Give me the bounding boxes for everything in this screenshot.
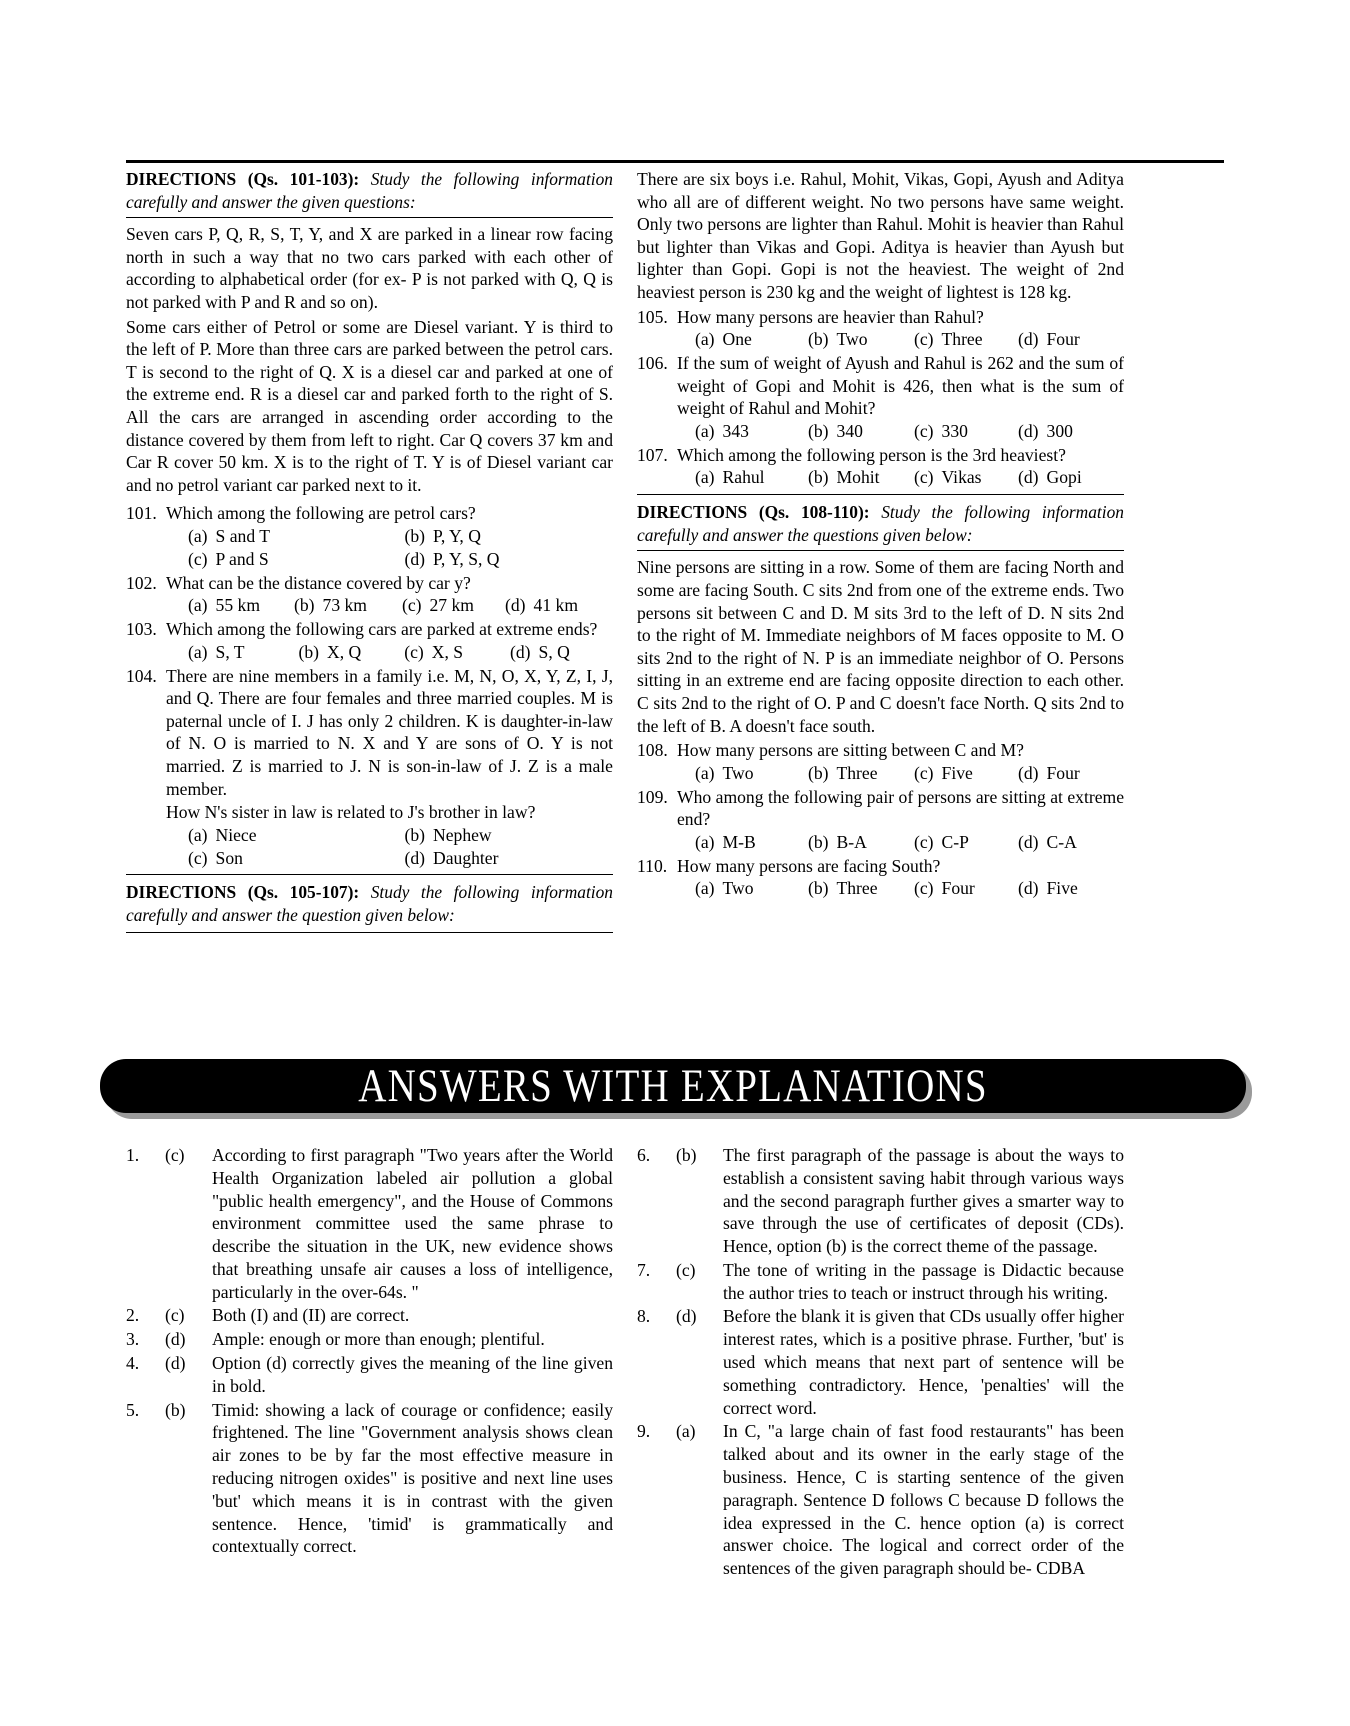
option-106-b[interactable] bbox=[808, 420, 914, 443]
option-109-d-value: C-A bbox=[1046, 831, 1077, 852]
option-110-b-value: Three bbox=[836, 878, 878, 899]
option-104-d[interactable] bbox=[397, 847, 614, 870]
question-103-options bbox=[126, 641, 613, 664]
answer-item bbox=[126, 1399, 613, 1558]
divider-rule-2 bbox=[126, 874, 613, 875]
answer-item bbox=[126, 1304, 613, 1327]
directions-101-103-label: DIRECTIONS (Qs. 101-103): bbox=[126, 169, 360, 189]
answer-letter: (b) bbox=[676, 1145, 697, 1165]
question-110-number: 110. bbox=[637, 855, 668, 876]
option-107-d-value: Gopi bbox=[1046, 467, 1082, 488]
question-105-text: How many persons are heavier than Rahul? bbox=[677, 306, 984, 327]
option-103-c[interactable] bbox=[404, 641, 510, 664]
question-104-text: There are nine members in a family i.e. M, N, O, X, Y, Z, I, J, and Q. There are four females and three married couples. M is paternal uncle of I. J has only 2 children. K is daughter-in-law of N. O is married to N. X and Y are sons of O. Y is not married. Z is married to J. N is son-in-law of J. Z is a male member. bbox=[166, 665, 613, 799]
answer-item bbox=[637, 1420, 1124, 1579]
option-109-b-label: (b) bbox=[808, 831, 829, 852]
question-105 bbox=[637, 306, 1124, 329]
answer-explanation: Timid: showing a lack of courage or confidence; easily frightened. The line "Government analysis shows clean air zones to be by far the most effective measure in reducing nitrogen oxides" is positive and next line uses 'but' which means it is in contrast with the given sentence. Hence, 'timid' is grammatically and contextually correct. bbox=[212, 1399, 613, 1557]
answer-letter: (d) bbox=[676, 1306, 697, 1327]
option-108-a[interactable] bbox=[677, 762, 808, 785]
answer-letter: (d) bbox=[165, 1329, 186, 1350]
option-101-b-label: (b) bbox=[404, 525, 426, 546]
passage-weights: There are six boys i.e. Rahul, Mohit, Vikas, Gopi, Ayush and Aditya who all are of different weight. No two persons have same weight. Only two persons are lighter than Rahul. Mohit is heavier than Rahul but lighter than Vikas and Gopi. Aditya is heavier than Ayush but lighter than Gopi. Gopi is not the heaviest. The weight of 2nd heaviest person is 230 kg and the weight of lightest is 128 kg. bbox=[637, 169, 1124, 302]
divider-rule-1 bbox=[126, 217, 613, 218]
option-105-c-value: Three bbox=[941, 329, 983, 350]
option-109-b-value: B-A bbox=[836, 831, 867, 852]
option-104-d-value: Daughter bbox=[433, 847, 499, 868]
option-108-b-label: (b) bbox=[808, 762, 829, 783]
answers-banner bbox=[100, 1059, 1252, 1117]
answer-number: 4. bbox=[126, 1353, 140, 1374]
directions-108-110 bbox=[637, 501, 1124, 546]
option-106-a[interactable] bbox=[677, 420, 808, 443]
option-106-c-value: 330 bbox=[941, 420, 968, 441]
option-104-c-label: (c) bbox=[188, 847, 208, 868]
divider-rule-5 bbox=[637, 550, 1124, 551]
option-101-a[interactable] bbox=[166, 525, 397, 548]
passage-cars-intro: Seven cars P, Q, R, S, T, Y, and X are parked in a linear row facing north in such a way that no two cars parked with each other of according to alphabetical order (for ex- P is not parked with Q, Q is not parked with P and R and so on). bbox=[126, 224, 613, 313]
option-104-a[interactable] bbox=[166, 824, 397, 847]
option-108-a-label: (a) bbox=[695, 762, 715, 783]
option-108-a-value: Two bbox=[722, 762, 754, 783]
question-110-text: How many persons are facing South? bbox=[677, 855, 941, 876]
question-109-options bbox=[637, 831, 1124, 854]
option-108-b[interactable] bbox=[808, 762, 914, 785]
answer-item bbox=[126, 1352, 613, 1398]
answer-number: 8. bbox=[637, 1306, 651, 1327]
option-102-a-value: 55 km bbox=[215, 595, 261, 616]
option-103-b-value: X, Q bbox=[326, 641, 362, 662]
option-101-d[interactable] bbox=[397, 548, 614, 571]
question-104-subtext-gutter bbox=[126, 801, 166, 824]
option-103-d[interactable] bbox=[510, 641, 613, 664]
option-104-d-label: (d) bbox=[404, 847, 426, 868]
divider-rule-3 bbox=[126, 932, 613, 933]
passage-seating: Nine persons are sitting in a row. Some of them are facing North and some are facing South. C sits 2nd from one of the extreme ends. Two persons sit between C and D. M sits 3rd to the left of D. N sits 2nd to the right of M. Immediate neighbors of M faces opposite to M. O sits 2nd to the right of N. P is an immediate neighbor of O. Persons sitting in an extreme end are facing opposite direction to each other. C sits 2nd to the right of O. P and C doesn't face North. Q sits 2nd to the left of B. A doesn't face south. bbox=[637, 557, 1124, 736]
directions-101-103-text: Study the following information carefully and answer the given questions: bbox=[126, 169, 613, 212]
option-102-c[interactable] bbox=[402, 594, 505, 617]
option-103-b-label: (b) bbox=[298, 641, 319, 662]
option-107-a-value: Rahul bbox=[722, 467, 765, 488]
answer-number: 2. bbox=[126, 1305, 140, 1326]
option-108-c-label: (c) bbox=[914, 762, 934, 783]
option-109-c[interactable] bbox=[914, 831, 1018, 854]
banner-pill bbox=[100, 1059, 1246, 1113]
divider-rule-4 bbox=[637, 494, 1124, 495]
question-107-number: 107. bbox=[637, 444, 668, 465]
option-108-c-value: Five bbox=[941, 762, 973, 783]
option-103-d-label: (d) bbox=[510, 641, 531, 662]
option-110-d-label: (d) bbox=[1018, 878, 1039, 899]
option-101-b-value: P, Y, Q bbox=[433, 525, 481, 546]
question-108-text: How many persons are sitting between C and M? bbox=[677, 740, 1024, 761]
answers-area bbox=[126, 1144, 1224, 1581]
option-103-a-value: S, T bbox=[215, 641, 245, 662]
option-106-b-value: 340 bbox=[836, 420, 863, 441]
question-103-number: 103. bbox=[126, 619, 157, 640]
answer-explanation: In C, "a large chain of fast food restaurants" has been talked about and its owner in the early stage of the business. Hence, C is starting sentence of the given paragraph. Sentence D follows C because D follows the idea expressed in the C. hence option (a) is correct answer choice. The logical and correct order of the sentences of the given paragraph should be- CDBA bbox=[723, 1421, 1124, 1579]
banner-title: ANSWERS WITH EXPLANATIONS bbox=[358, 1060, 988, 1112]
directions-105-107-text: Study the following information carefully and answer the question given below: bbox=[126, 882, 613, 926]
question-110-options bbox=[637, 877, 1124, 900]
answer-letter: (a) bbox=[676, 1421, 696, 1442]
passage-cars-details: Some cars either of Petrol or some are Diesel variant. Y is third to the left of P. More than three cars are parked between the petrol cars. T is second to the right of Q. X is a diesel car and parked at one of the extreme end. R is a diesel car and parked forth to the right of S. All the cars are arranged in ascending order according to the distance covered by them from left to right. Car Q covers 37 km and Car R cover 50 km. X is to the right of T. Y is of Diesel variant car and no petrol variant car parked next to it. bbox=[126, 316, 613, 495]
option-105-a-label: (a) bbox=[695, 329, 715, 350]
answer-letter: (b) bbox=[165, 1399, 186, 1420]
option-106-c[interactable] bbox=[914, 420, 1018, 443]
question-104-options-row-1 bbox=[126, 824, 613, 847]
question-103-text: Which among the following cars are parked at extreme ends? bbox=[166, 619, 598, 640]
question-104-subtext: How N's sister in law is related to J's brother in law? bbox=[166, 802, 536, 823]
question-109-number: 109. bbox=[637, 786, 668, 807]
question-101-options-row-2 bbox=[126, 548, 613, 571]
option-110-b-label: (b) bbox=[808, 878, 829, 899]
option-110-d[interactable] bbox=[1018, 877, 1118, 900]
question-108-number: 108. bbox=[637, 740, 668, 761]
option-105-b[interactable] bbox=[808, 328, 914, 351]
option-102-d-value: 41 km bbox=[533, 595, 579, 616]
option-102-c-value: 27 km bbox=[429, 595, 474, 616]
answer-number: 3. bbox=[126, 1329, 140, 1350]
answer-explanation: According to first paragraph "Two years after the World Health Organization labeled air pollution a global "public health emergency", and the House of Commons environment committee used the same phrase to describe the situation in the UK, new evidence shows that breathing unsafe air causes a loss of intelligence, particularly in the over-64s. " bbox=[212, 1145, 613, 1302]
option-102-b-label: (b) bbox=[294, 595, 315, 616]
option-106-b-label: (b) bbox=[808, 420, 829, 441]
question-101-text: Which among the following are petrol cars? bbox=[166, 503, 476, 524]
option-102-b-value: 73 km bbox=[322, 595, 367, 616]
option-110-b[interactable] bbox=[808, 877, 914, 900]
question-105-number: 105. bbox=[637, 306, 668, 327]
answer-number: 1. bbox=[126, 1145, 140, 1165]
answers-right-column bbox=[637, 1144, 1124, 1581]
answer-letter: (c) bbox=[165, 1145, 185, 1165]
option-110-d-value: Five bbox=[1046, 878, 1078, 899]
option-106-a-label: (a) bbox=[695, 420, 715, 441]
option-104-b-label: (b) bbox=[404, 824, 426, 845]
answer-letter: (d) bbox=[165, 1353, 186, 1374]
question-101 bbox=[126, 502, 613, 525]
answer-number: 6. bbox=[637, 1145, 651, 1165]
option-107-c-label: (c) bbox=[914, 467, 934, 488]
questions-right-column bbox=[637, 168, 1124, 900]
option-101-d-value: P, Y, S, Q bbox=[433, 548, 500, 569]
question-104-subtext-row bbox=[126, 801, 613, 824]
option-101-c-value: P and S bbox=[215, 548, 269, 569]
option-104-a-label: (a) bbox=[188, 824, 208, 845]
question-101-options-row-1 bbox=[126, 525, 613, 548]
question-106-options bbox=[637, 420, 1124, 443]
option-110-c-label: (c) bbox=[914, 878, 934, 899]
question-109 bbox=[637, 786, 1124, 831]
option-101-a-value: S and T bbox=[215, 525, 270, 546]
directions-101-103 bbox=[126, 168, 613, 213]
option-105-d-label: (d) bbox=[1018, 329, 1039, 350]
option-110-c-value: Four bbox=[941, 878, 975, 899]
option-105-a[interactable] bbox=[677, 328, 808, 351]
answer-letter: (c) bbox=[165, 1305, 185, 1326]
option-107-a-label: (a) bbox=[695, 467, 715, 488]
directions-108-110-text: Study the following information carefully and answer the questions given below: bbox=[637, 502, 1124, 545]
option-107-c[interactable] bbox=[914, 466, 1018, 489]
option-107-c-value: Vikas bbox=[941, 467, 982, 488]
directions-108-110-label: DIRECTIONS (Qs. 108-110): bbox=[637, 502, 870, 523]
option-101-a-label: (a) bbox=[188, 525, 208, 546]
option-110-a[interactable] bbox=[677, 877, 808, 900]
answer-number: 7. bbox=[637, 1259, 651, 1280]
option-105-d-value: Four bbox=[1046, 329, 1080, 350]
option-109-d-label: (d) bbox=[1018, 831, 1039, 852]
option-103-a[interactable] bbox=[166, 641, 298, 664]
answer-item bbox=[637, 1259, 1124, 1305]
question-106 bbox=[637, 352, 1124, 420]
option-105-d[interactable] bbox=[1018, 328, 1118, 351]
option-107-d-label: (d) bbox=[1018, 467, 1039, 488]
option-103-d-value: S, Q bbox=[538, 641, 570, 662]
answer-number: 5. bbox=[126, 1399, 140, 1420]
question-108 bbox=[637, 739, 1124, 762]
question-102-options bbox=[126, 594, 613, 617]
option-106-c-label: (c) bbox=[914, 420, 934, 441]
answers-left-column bbox=[126, 1144, 613, 1559]
option-107-b-value: Mohit bbox=[836, 467, 880, 488]
directions-105-107 bbox=[126, 881, 613, 926]
option-109-a-value: M-B bbox=[722, 831, 756, 852]
option-103-b[interactable] bbox=[298, 641, 404, 664]
option-102-d[interactable] bbox=[505, 594, 613, 617]
answer-explanation: Option (d) correctly gives the meaning of the line given in bold. bbox=[212, 1353, 613, 1396]
question-102 bbox=[126, 572, 613, 595]
question-107-options bbox=[637, 466, 1124, 489]
option-109-c-value: C-P bbox=[941, 831, 969, 852]
option-104-c-value: Son bbox=[215, 847, 243, 868]
option-110-a-label: (a) bbox=[695, 878, 715, 899]
option-108-d-label: (d) bbox=[1018, 762, 1039, 783]
option-107-d[interactable] bbox=[1018, 466, 1118, 489]
option-104-b-value: Nephew bbox=[433, 824, 492, 845]
question-104 bbox=[126, 665, 613, 801]
question-103 bbox=[126, 618, 613, 641]
question-107 bbox=[637, 444, 1124, 467]
question-105-options bbox=[637, 328, 1124, 351]
option-106-a-value: 343 bbox=[722, 420, 749, 441]
option-102-d-label: (d) bbox=[505, 595, 526, 616]
question-106-number: 106. bbox=[637, 353, 668, 374]
option-101-c-label: (c) bbox=[188, 548, 208, 569]
option-110-c[interactable] bbox=[914, 877, 1018, 900]
option-101-d-label: (d) bbox=[404, 548, 426, 569]
question-101-number: 101. bbox=[126, 503, 157, 524]
question-104-number: 104. bbox=[126, 665, 157, 686]
question-104-options-row-2 bbox=[126, 847, 613, 870]
option-103-c-label: (c) bbox=[404, 641, 424, 662]
answer-explanation: The tone of writing in the passage is Didactic because the author tries to teach or instruct through his writing. bbox=[723, 1259, 1124, 1303]
option-108-d-value: Four bbox=[1046, 762, 1080, 783]
answer-item bbox=[126, 1328, 613, 1351]
question-102-text: What can be the distance covered by car y? bbox=[166, 572, 471, 593]
option-105-c-label: (c) bbox=[914, 329, 934, 350]
option-109-b[interactable] bbox=[808, 831, 914, 854]
option-109-a-label: (a) bbox=[695, 831, 715, 852]
option-103-c-value: X, S bbox=[431, 641, 464, 662]
questions-area bbox=[126, 160, 1224, 939]
answer-explanation: Ample: enough or more than enough; plentiful. bbox=[212, 1329, 545, 1350]
option-104-b[interactable] bbox=[397, 824, 614, 847]
answer-explanation: Both (I) and (II) are correct. bbox=[212, 1305, 410, 1326]
answer-number: 9. bbox=[637, 1421, 651, 1442]
option-108-c[interactable] bbox=[914, 762, 1018, 785]
answer-item bbox=[126, 1144, 613, 1303]
directions-105-107-label: DIRECTIONS (Qs. 105-107): bbox=[126, 882, 360, 903]
question-106-text: If the sum of weight of Ayush and Rahul is 262 and the sum of weight of Gopi and Mohit is 426, then what is the sum of weight of Rahul and Mohit? bbox=[677, 353, 1124, 419]
option-109-c-label: (c) bbox=[914, 831, 934, 852]
question-109-text: Who among the following pair of persons are sitting at extreme end? bbox=[677, 786, 1124, 830]
option-107-b[interactable] bbox=[808, 466, 914, 489]
questions-left-column bbox=[126, 168, 613, 939]
top-rule bbox=[126, 160, 1224, 163]
option-110-a-value: Two bbox=[722, 878, 754, 899]
question-107-text: Which among the following person is the 3rd heaviest? bbox=[677, 444, 1066, 465]
option-108-d[interactable] bbox=[1018, 762, 1118, 785]
option-101-b[interactable] bbox=[397, 525, 614, 548]
option-107-a[interactable] bbox=[677, 466, 808, 489]
option-106-d-value: 300 bbox=[1046, 420, 1073, 441]
answer-item bbox=[637, 1144, 1124, 1258]
option-105-a-value: One bbox=[722, 329, 752, 350]
question-110 bbox=[637, 855, 1124, 878]
option-108-b-value: Three bbox=[836, 762, 878, 783]
option-109-a[interactable] bbox=[677, 831, 808, 854]
question-102-number: 102. bbox=[126, 572, 157, 593]
option-106-d[interactable] bbox=[1018, 420, 1118, 443]
option-103-a-label: (a) bbox=[188, 641, 208, 662]
answer-explanation: Before the blank it is given that CDs usually offer higher interest rates, which is a positive phrase. Further, 'but' is used which means that next part of sentence will be something contradictory. Hence, 'penalties' will the correct word. bbox=[723, 1306, 1124, 1418]
option-105-b-value: Two bbox=[836, 329, 868, 350]
option-102-a-label: (a) bbox=[188, 595, 208, 616]
option-104-c[interactable] bbox=[166, 847, 397, 870]
question-108-options bbox=[637, 762, 1124, 785]
answer-item bbox=[637, 1305, 1124, 1419]
answer-explanation: The first paragraph of the passage is about the ways to establish a consistent saving habit through various ways and the second paragraph further gives a smarter way to save through the use of certificates of deposit (CDs). Hence, option (b) is the correct theme of the passage. bbox=[723, 1145, 1124, 1257]
option-105-c[interactable] bbox=[914, 328, 1018, 351]
option-107-b-label: (b) bbox=[808, 467, 829, 488]
option-102-a[interactable] bbox=[166, 594, 294, 617]
option-106-d-label: (d) bbox=[1018, 420, 1039, 441]
answer-letter: (c) bbox=[676, 1259, 696, 1280]
option-102-b[interactable] bbox=[294, 594, 402, 617]
option-109-d[interactable] bbox=[1018, 831, 1118, 854]
option-105-b-label: (b) bbox=[808, 329, 829, 350]
option-101-c[interactable] bbox=[166, 548, 397, 571]
option-104-a-value: Niece bbox=[215, 824, 257, 845]
option-102-c-label: (c) bbox=[401, 595, 422, 616]
